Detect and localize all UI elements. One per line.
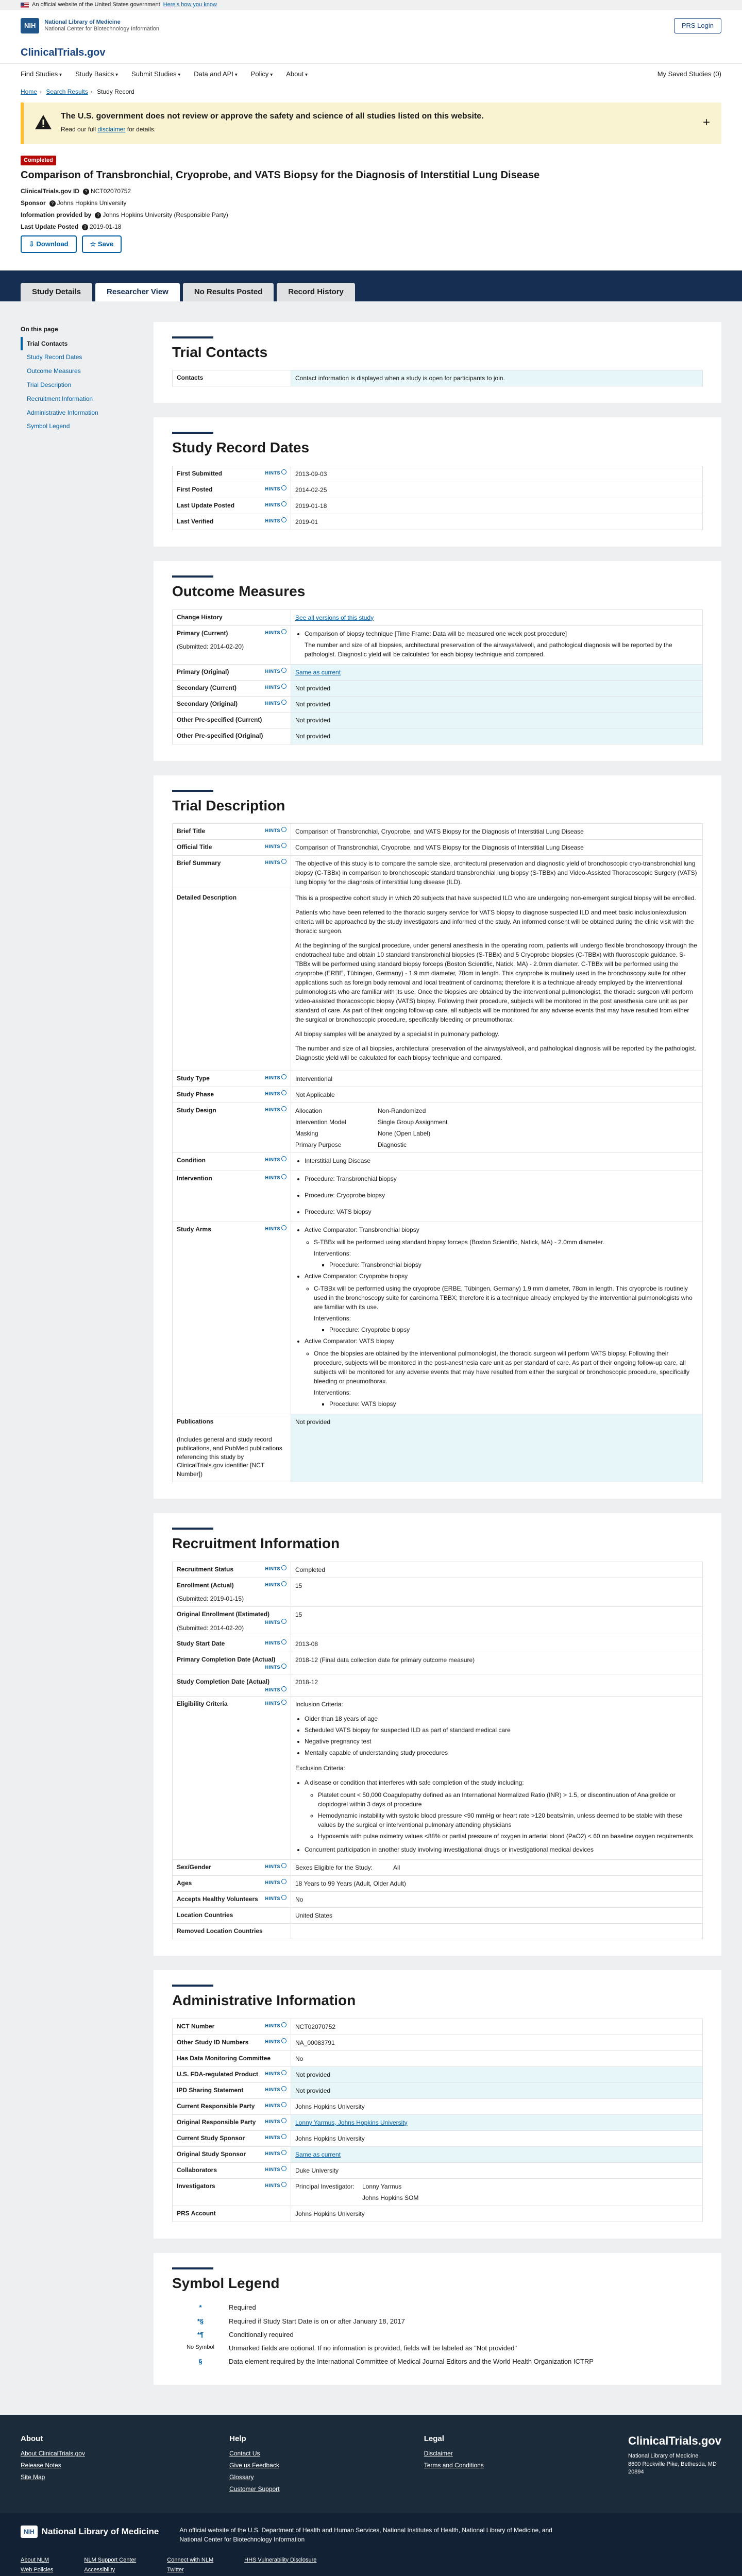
hints-link[interactable]: HINTS [265, 469, 287, 477]
row-label: IPD Sharing Statement [177, 2086, 244, 2094]
nct-row: ClinicalTrials.gov ID ? NCT02070752 [21, 188, 131, 195]
study-type-value: Interventional [291, 1071, 703, 1087]
condition-item: • Interstitial Lung Disease [305, 1156, 698, 1165]
sidebar-item-symbol-legend[interactable]: Symbol Legend [27, 422, 70, 430]
section-title: Administrative Information [172, 1992, 356, 2009]
sidebar-item-trial-contacts[interactable]: Trial Contacts [21, 337, 139, 351]
row-label: Location Countries [173, 1908, 291, 1924]
study-tabs [0, 270, 742, 301]
change-history-link[interactable]: See all versions of this study [295, 614, 374, 621]
legend-row: * Required [199, 2303, 256, 2312]
hints-link[interactable]: HINTS [265, 859, 287, 866]
row-value: 2013-09-03 [291, 466, 703, 482]
row-value: Johns Hopkins University [291, 2130, 703, 2146]
eligibility-criteria: Inclusion Criteria: • Older than 18 years of age • Scheduled VATS biopsy for suspected ILD as part of standard medical care • Negative pregnancy test • Mentally capable of understanding study procedures Exclusion Criteria: • A disease or condition that interferes with safe completion of the study including: ◦ Platelet count < 50,000 Coagulopathy defined as an International Normalized Ratio (INR) > 1.5, or discontinuation of Anaigrelide or clopidogrel within 3 days of procedure ◦ Hemodynamic instability with systolic blood pressure <90 mmHg or heart rate >120 beats/min, unless deemed to be stable with these values by the surgical or interventional pulmonary attending physicians ◦ Hypoxemia with pulse oximetry values <88% or partial pressure of oxygen in arterial blood (PaO2) < 60 on baseline oxygen requirements • Concurrent participation in another study involving investigational drugs or investigational medical devices [291, 1697, 703, 1860]
list-item: • Mentally capable of understanding study procedures [305, 1748, 698, 1757]
hints-link[interactable]: HINTS [265, 629, 287, 636]
nav-find-studies[interactable]: Find Studies ▾ [21, 70, 62, 79]
list-item: The number and size of all biopsies, architectural preservation of the airways/alveoli, and pathological diagnosis will be reported by the pathologist. Diagnostic yield will be calculated for each biopsy technique and compared. [305, 641, 672, 658]
section-title: Recruitment Information [172, 1535, 340, 1551]
outcome-measures-section [154, 561, 721, 761]
row-label: Current Responsible Party [177, 2102, 255, 2110]
row-label: PRS Account [173, 2206, 291, 2222]
footer-link[interactable]: Contact Us [229, 2450, 260, 2458]
nlm-logo[interactable] [21, 18, 159, 33]
row-label: Other Pre-specified (Current) [173, 712, 291, 728]
legend-row: *¶ Conditionally required [197, 2330, 294, 2338]
nct-id: NCT02070752 [91, 188, 131, 195]
row-label: Secondary (Current) [177, 684, 237, 691]
hints-link[interactable]: HINTS [265, 827, 287, 834]
hints-link[interactable]: HINTS [265, 1619, 287, 1626]
hints-link[interactable]: HINTS [265, 1225, 287, 1232]
hints-link[interactable]: HINTS [265, 1074, 287, 1081]
clinicaltrials-logo[interactable]: ClinicalTrials.gov [21, 46, 106, 58]
row-value: No [291, 2050, 703, 2066]
gov-banner-link[interactable]: Here's how you know [163, 2, 217, 8]
sidebar-heading: On this page [21, 325, 58, 333]
row-value: Duke University [291, 2162, 703, 2178]
nav-submit-studies[interactable]: Submit Studies ▾ [131, 70, 180, 79]
pubs-value: Not provided [291, 1414, 703, 1482]
hints-link[interactable]: HINTS [265, 1174, 287, 1181]
hints-link[interactable]: HINTS [265, 1565, 287, 1572]
row-value: NA_00083791 [291, 2035, 703, 2050]
hints-link[interactable]: HINTS [265, 843, 287, 850]
list-item: • Scheduled VATS biopsy for suspected ILD as part of standard medical care [305, 1725, 698, 1735]
help-icon[interactable]: ? [82, 224, 88, 230]
paragraph: All biopsy samples will be analyzed by a specialist in pulmonary pathology. [295, 1030, 499, 1038]
nav-about[interactable]: About ▾ [286, 70, 308, 79]
footer-link[interactable]: NLM Support Center [84, 2556, 137, 2563]
us-flag-icon [21, 3, 29, 8]
hints-link[interactable]: HINTS [265, 517, 287, 524]
row-label: Last Update Posted [177, 501, 235, 509]
row-label: Change History [173, 609, 291, 625]
footer-link[interactable]: HHS Vulnerability Disclosure [244, 2556, 317, 2563]
row-value: Not provided [291, 728, 703, 744]
hints-link[interactable]: HINTS [265, 1879, 287, 1886]
hints-link[interactable]: HINTS [265, 2022, 287, 2029]
row-value [291, 1924, 703, 1939]
row-value: NCT02070752 [291, 2019, 703, 2035]
sponsor-value: Johns Hopkins University [57, 199, 127, 207]
footer-link[interactable]: About NLM [21, 2556, 49, 2563]
footer-link[interactable]: About ClinicalTrials.gov [21, 2450, 85, 2458]
tab-study-details[interactable]: Study Details [21, 283, 92, 301]
row-value: Not provided [291, 2082, 703, 2098]
saved-studies-link[interactable]: My Saved Studies (0) [657, 70, 721, 78]
tab-researcher-view[interactable]: Researcher View [95, 283, 180, 301]
row-label: First Submitted [177, 469, 223, 477]
last-update-row: Last Update Posted ? 2019-01-18 [21, 223, 122, 230]
hints-link[interactable]: HINTS [265, 1895, 287, 1902]
row-label: Recruitment Status [177, 1565, 234, 1573]
help-icon[interactable]: ? [95, 212, 101, 218]
original-responsible-link[interactable]: Lonny Yarmus, Johns Hopkins University [295, 2119, 408, 2126]
row-label: Study Design [177, 1107, 216, 1114]
gov-banner [0, 0, 742, 10]
row-label: Detailed Description [173, 890, 291, 1071]
row-value: 2019-01-18 [291, 498, 703, 514]
sidebar-item-administrative[interactable]: Administrative Information [27, 409, 98, 416]
footer-link[interactable]: Twitter [167, 2566, 184, 2573]
row-value: 18 Years to 99 Years (Adult, Older Adult) [291, 1876, 703, 1892]
tab-no-results[interactable]: No Results Posted [183, 283, 274, 301]
alert-title: The U.S. government does not review or approve the safety and science of all studies listed on this website. [61, 111, 484, 121]
hints-link[interactable]: HINTS [265, 2102, 287, 2109]
contacts-value: Contact information is displayed when a study is open for participants to join. [291, 370, 703, 386]
list-item: • Older than 18 years of age [305, 1714, 698, 1723]
paragraph: Patients who have been referred to the thoracic surgery service for VATS biopsy to diagnose suspected ILD and meet basic inclusion/exclusion criteria will be approached by the study investigators and informed of the study. An informed consent will be obtained during the clinic visit with the thoracic surgeon. [295, 909, 694, 935]
footer-about: About About ClinicalTrials.gov Release Notes Site Map [21, 2434, 85, 2481]
row-value: 2018-12 (Final data collection date for primary outcome measure) [291, 1652, 703, 1674]
row-label: Other Study ID Numbers [177, 2038, 249, 2046]
sidebar-item-description[interactable]: Trial Description [27, 381, 72, 388]
hints-link[interactable]: HINTS [265, 1863, 287, 1870]
save-button[interactable]: ☆ Save [82, 235, 122, 253]
list-item: • Concurrent participation in another study involving investigational drugs or investigational medical devices [305, 1845, 698, 1854]
row-label: Publications [177, 1418, 214, 1426]
official-title-value: Comparison of Transbronchial, Cryoprobe, and VATS Biopsy for the Diagnosis of Interstitial Lung Disease [291, 840, 703, 856]
status-badge: Completed [21, 156, 56, 165]
download-button[interactable]: ⇩ Download [21, 235, 77, 253]
row-label: Last Verified [177, 517, 214, 525]
footer-help: Help Contact Us Give us Feedback Glossary Customer Support [229, 2434, 280, 2493]
row-label: Eligibility Criteria [177, 1700, 228, 1708]
intervention-item: • Procedure: Cryoprobe biopsy [305, 1191, 698, 1200]
site-footer [0, 2415, 742, 2576]
help-icon[interactable]: ? [49, 200, 56, 207]
disclaimer-link[interactable]: disclaimer [97, 126, 126, 133]
footer-logo[interactable]: ClinicalTrials.gov [628, 2434, 721, 2448]
footer-link[interactable]: Release Notes [21, 2462, 61, 2469]
row-label: Study Type [177, 1075, 210, 1082]
administrative-section: Administrative Information NCT Number HINTS NCT02070752 Other Study ID Numbers HINTS NA_00083791 Has Data Monitoring Committee No U.S. FDA-regulated Product HINTS Not provided IPD Sharing Statement HINTS Not provided Current Responsible Party HINTS Johns Hopkins University Original Responsible Party HINTS Lonny Yarmus, Johns Hopkins University Current Study Sponsor HINTS Johns Hopkins University Original Study Sponsor HINTS Same as current Collaborators HINTS Duke University Investigators HINTS Principal Investigator: Lonny Yarmus Johns Hopkins SOM PRS Account Johns Hopkins University [154, 1970, 721, 2239]
row-label: Study Arms [177, 1226, 211, 1233]
tab-record-history[interactable]: Record History [277, 283, 355, 301]
section-title: Outcome Measures [172, 583, 306, 599]
study-arm: • Active Comparator: VATS biopsy ◦ Once the biopsies are obtained by the interventional pulmonologist, the thoracic surgeon will perform VATS biopsy. Following their procedure, subjects will be monitored in the post-anesthesia care unit as per standard of care. As part of their ongoing follow-up care, all subjects will be monitored for any adverse events that may have resulted from either the surgical or bronchoscopic procedure, specifically bleeding or pneumothorax. Interventions: ▪ Procedure: VATS biopsy [305, 1336, 698, 1409]
hints-link[interactable]: HINTS [265, 668, 287, 675]
row-label: Other Pre-specified (Original) [173, 728, 291, 744]
row-label: Primary Completion Date (Actual) [177, 1655, 276, 1663]
hints-link[interactable]: HINTS [265, 2086, 287, 2093]
same-as-current-link[interactable]: Same as current [295, 668, 341, 676]
hints-link[interactable]: HINTS [265, 1639, 287, 1647]
row-value: 2019-01 [291, 514, 703, 530]
legend-row: *§ Required if Study Start Date is on or after January 18, 2017 [197, 2317, 405, 2325]
footer-link[interactable]: Accessibility [84, 2566, 115, 2573]
row-value: Not provided [291, 2066, 703, 2082]
sidebar-item-record-dates[interactable]: Study Record Dates [27, 353, 82, 361]
trial-description-section [154, 775, 721, 1499]
row-label: Intervention [177, 1175, 212, 1182]
breadcrumb-home[interactable]: Home [21, 88, 38, 95]
row-label: Has Data Monitoring Committee [177, 2054, 271, 2062]
row-value: No [291, 1892, 703, 1908]
site-logo-bar [0, 41, 742, 64]
paragraph: This is a prospective cohort study in which 20 subjects that have suspected ILD who are undergoing non-emergent surgical biopsy will be enrolled. [295, 894, 696, 902]
nlm-line1: National Library of Medicine [44, 19, 121, 25]
row-label: NCT Number [177, 2022, 215, 2030]
symbol-legend-section [154, 2253, 721, 2385]
row-label: Brief Title [177, 827, 206, 835]
row-label: Original Enrollment (Estimated) [177, 1611, 270, 1618]
hints-link[interactable]: HINTS [265, 684, 287, 691]
footer-link[interactable]: Disclaimer [424, 2450, 453, 2458]
contacts-label: Contacts [173, 370, 291, 386]
hints-link[interactable]: HINTS [265, 1090, 287, 1097]
list-item: • Comparison of biopsy technique [Time Frame: Data will be measured one week post procedure] [305, 629, 698, 638]
row-label: First Posted [177, 485, 213, 493]
footer-brand: ClinicalTrials.gov National Library of Medicine 8600 Rockville Pike, Bethesda, MD 20894 [628, 2434, 721, 2475]
row-label: Original Study Sponsor [177, 2150, 246, 2158]
footer-legal: Legal Disclaimer Terms and Conditions [424, 2434, 484, 2469]
list-item: ◦ Hypoxemia with pulse oximetry values <88% or partial pressure of oxygen in arterial blood (PaO2) < 60 on baseline oxygen requirements [318, 1832, 698, 1841]
row-value: United States [291, 1908, 703, 1924]
row-label: Investigators [177, 2182, 215, 2190]
row-value: Not provided [291, 680, 703, 696]
row-value: Completed [291, 1562, 703, 1578]
row-value: Not provided [291, 712, 703, 728]
row-label: Study Phase [177, 1091, 214, 1098]
row-label: Official Title [177, 843, 212, 851]
row-label: Accepts Healthy Volunteers [177, 1895, 258, 1903]
nih-logo-icon: NIH [21, 18, 39, 33]
prs-login-button[interactable]: PRS Login [674, 18, 721, 33]
study-title: Comparison of Transbronchial, Cryoprobe, and VATS Biopsy for the Diagnosis of Interstitial Lung Disease [21, 170, 540, 181]
record-dates-section [154, 417, 721, 547]
section-title: Trial Contacts [172, 344, 268, 360]
hints-link[interactable]: HINTS [265, 1664, 287, 1671]
hints-link[interactable]: HINTS [265, 2118, 287, 2125]
same-as-current-link[interactable]: Same as current [295, 2150, 341, 2158]
site-header [0, 10, 742, 41]
row-label: Secondary (Original) [177, 700, 238, 707]
row-label: Enrollment (Actual) [177, 1581, 234, 1589]
row-label: Condition [177, 1157, 206, 1164]
breadcrumb: Home › Search Results › Study Record [21, 88, 134, 95]
row-value: Not provided [291, 696, 703, 712]
nlm-line2: National Center for Biotechnology Information [44, 26, 159, 32]
brief-summary-value: The objective of this study is to compare the sample size, architectural preservation and diagnostic yield of bronchoscopic cryo-transbronchial lung biopsy (C-TBBx) in comparison to bronchoscopic standard transbronchial lung biopsy (S-TBBx) and Video-Assisted Thoracoscopic Surgery (VATS) lung biopsy for the diagnosis of interstitial lung disease (ILD). [291, 856, 703, 890]
list-item: ◦ Hemodynamic instability with systolic blood pressure <90 mmHg or heart rate >120 beats/min, unless deemed to be stable with these values by the surgical or interventional pulmonary attending physicians [318, 1811, 698, 1829]
hints-link[interactable]: HINTS [265, 485, 287, 493]
breadcrumb-current: Study Record [97, 88, 134, 95]
trial-contacts-section [154, 322, 721, 403]
row-label: Study Start Date [177, 1639, 225, 1647]
row-label: Sex/Gender [177, 1863, 211, 1871]
hints-link[interactable]: HINTS [265, 1686, 287, 1693]
footer-link[interactable]: Customer Support [229, 2485, 280, 2493]
info-value: Johns Hopkins University (Responsible Party) [103, 211, 228, 218]
disclaimer-alert [21, 103, 721, 144]
row-value: 15 [291, 1578, 703, 1607]
row-value: 2014-02-25 [291, 482, 703, 498]
intervention-item: • Procedure: VATS biopsy [305, 1207, 698, 1216]
last-update-value: 2019-01-18 [90, 223, 122, 230]
breadcrumb-search-results[interactable]: Search Results [46, 88, 88, 95]
hints-link[interactable]: HINTS [265, 2150, 287, 2157]
hints-link[interactable]: HINTS [265, 2038, 287, 2045]
study-arm: • Active Comparator: Cryoprobe biopsy ◦ C-TBBx will be performed using the cryoprobe (ERBE, Tübingen, Germany) 1.9 mm diameter, 78cm in length. This cryoprobe is routinely used in the bronchoscopy suite for carcinoma TBBX; therefore it is a technique already employed by the interventional pulmonologists who are familiar with its use. Interventions: ▪ Procedure: Cryoprobe biopsy [305, 1272, 698, 1334]
legend-row: § Data element required by the International Committee of Medical Journal Editors and the World Health Organization ICTRP [198, 2358, 594, 2366]
gov-banner-text: An official website of the United States government [32, 2, 160, 8]
hints-link[interactable]: HINTS [265, 2134, 287, 2141]
footer-link[interactable]: Terms and Conditions [424, 2462, 484, 2469]
pubs-note: (Includes general and study record publications, and PubMed publications referencing this study by ClinicalTrials.gov identifier [NCT Number]) [177, 1435, 282, 1478]
brief-title-value: Comparison of Transbronchial, Cryoprobe, and VATS Biopsy for the Diagnosis of Interstitial Lung Disease [291, 824, 703, 840]
legend-row: No Symbol Unmarked fields are optional. If no information is provided, fields will be labeled as "Not provided" [187, 2344, 517, 2352]
hints-link[interactable]: HINTS [265, 1581, 287, 1588]
section-title: Trial Description [172, 797, 285, 814]
info-row: Information provided by ? Johns Hopkins University (Responsible Party) [21, 211, 228, 218]
paragraph: At the beginning of the surgical procedure, under general anesthesia in the operating room, patients will undergo flexible bronchoscopy through the endotracheal tube and obtain 10 standard transbronchial biopsies (S-TBBx) and 5 Cryoprobe biopsies (C-TBBx) with fluoroscopic guidance. S-TBBx will be performed using standard biopsy forceps (Boston Scientific, Natick, MA) - 2.0mm diameter. C-TBBx will be performed using the cryoprobe (ERBE, Tübingen, Germany) - 1.9 mm diameter, 78cm in length. This cryoprobe is routinely used in the bronchoscopy suite for other applications such as foreign body removal and local treatment of carcinoma; therefore it is a technique already employed by the interventional pulmonologists who are familiar with its use. Once the biopsies are obtained by the interventional pulmonologist, the thoracic surgeon will perform video-assisted thoracoscopic biopsy (VATS) biopsy. Following their procedure, subjects will be monitored in the post anesthesia care unit as per standard of care. As part of their ongoing follow-up care, all subjects will be monitored for any adverse events that may have resulted from either the surgical or bronchoscopic procedure, specifically bleeding or pneumothorax. [295, 942, 697, 1024]
expand-plus-icon[interactable]: + [702, 115, 710, 129]
hints-link[interactable]: HINTS [265, 2182, 287, 2189]
recruitment-section: Recruitment Information Recruitment Status HINTS Completed Enrollment (Actual) HINTS (Submitted: 2019-01-15) 15 Original Enrollment (Estimated) HINTS (Submitted: 2014-02-20) 15 Study Start Date HINTS 2013-08 Primary Completion Date (Actual) HINTS 2018-12 (Final data collection date for primary outcome measure) Study Completion Date (Actual) HINTS 2018-12 Eligibility Criteria HINTS Inclusion Criteria: • Older than 18 years of age • Scheduled VATS biopsy for suspected ILD as part of standard medical care • Negative pregnancy test • Mentally capable of understanding study procedures Exclusion Criteria: • A disease or condition that interferes with safe completion of the study including: ◦ Platelet count < 50,000 Coagulopathy defined as an International Normalized Ratio (INR) > 1.5, or discontinuation of Anaigrelide or clopidogrel within 3 days of procedure ◦ Hemodynamic instability with systolic blood pressure <90 mmHg or heart rate >120 beats/min, unless deemed to be stable with these values by the surgical or interventional pulmonary attending physicians ◦ Hypoxemia with pulse oximetry values <88% or partial pressure of oxygen in arterial blood (PaO2) < 60 on baseline oxygen requirements • Concurrent participation in another study involving investigational drugs or investigational medical devices Sex/Gender HINTS Sexes Eligible for the Study: All Ages HINTS 18 Years to 99 Years (Adult, Older Adult) Accepts Healthy Volunteers HINTS No Location Countries United States Removed Location Countries [154, 1513, 721, 1956]
row-label: Ages [177, 1879, 192, 1887]
study-arm: • Active Comparator: Transbronchial biopsy ◦ S-TBBx will be performed using standard biopsy forceps (Boston Scientific, Natick, MA) - 2.0mm diameter. Interventions: ▪ Procedure: Transbronchial biopsy [305, 1225, 698, 1269]
list-item: ◦ Platelet count < 50,000 Coagulopathy defined as an International Normalized Ratio (INR) > 1.5, or discontinuation of Anaigrelide or clopidogrel within 3 days of procedure [318, 1790, 698, 1809]
main-nav [0, 64, 742, 84]
footer-link[interactable]: Site Map [21, 2473, 45, 2481]
nav-policy[interactable]: Policy ▾ [251, 70, 273, 79]
row-label: Collaborators [177, 2166, 217, 2174]
row-value: 2013-08 [291, 1636, 703, 1652]
list-item: • Negative pregnancy test [305, 1737, 698, 1746]
row-value: Johns Hopkins University [291, 2098, 703, 2114]
sidebar-item-outcomes[interactable]: Outcome Measures [27, 367, 81, 375]
footer-link[interactable]: Give us Feedback [229, 2462, 279, 2469]
row-label: U.S. FDA-regulated Product [177, 2070, 259, 2078]
row-value: Johns Hopkins University [291, 2206, 703, 2222]
row-label: Removed Location Countries [173, 1924, 291, 1939]
study-header [0, 144, 742, 259]
row-label: Primary (Original) [177, 668, 229, 675]
intervention-item: • Procedure: Transbronchial biopsy [305, 1174, 698, 1183]
study-design-grid: Allocation Non-Randomized Intervention Model Single Group Assignment Masking None (Open Label) Primary Purpose Diagnostic [295, 1107, 448, 1149]
row-label: Study Completion Date (Actual) [177, 1678, 270, 1686]
hints-link[interactable]: HINTS [265, 501, 287, 509]
row-label: Primary (Current) [177, 629, 228, 637]
nav-data-api[interactable]: Data and API ▾ [194, 70, 237, 79]
detailed-description [291, 890, 703, 1071]
submitted-date: (Submitted: 2014-02-20) [177, 643, 244, 651]
help-icon[interactable]: ? [83, 189, 89, 195]
footer-link[interactable]: Connect with NLM [167, 2556, 214, 2563]
row-value: 2018-12 [291, 1674, 703, 1697]
footer-link[interactable]: Glossary [229, 2473, 254, 2481]
row-label: Current Study Sponsor [177, 2134, 245, 2142]
phase-value: Not Applicable [291, 1087, 703, 1103]
hints-link[interactable]: HINTS [265, 1106, 287, 1113]
on-this-page-sidebar [21, 322, 139, 2400]
section-title: Study Record Dates [172, 439, 310, 456]
nav-study-basics[interactable]: Study Basics ▾ [75, 70, 118, 79]
hints-link[interactable]: HINTS [265, 2070, 287, 2077]
alert-text: Read our full disclaimer for details. [61, 126, 156, 133]
row-label: Original Responsible Party [177, 2118, 256, 2126]
sidebar-item-recruitment[interactable]: Recruitment Information [27, 395, 93, 402]
hints-link[interactable]: HINTS [265, 700, 287, 707]
footer-nlm-logo[interactable]: NIH National Library of Medicine [21, 2526, 159, 2538]
footer-gov-text: An official website of the U.S. Department of Health and Human Services, National Institutes of Health, National Library of Medicine, and National Center for Biotechnology Information [179, 2526, 552, 2543]
hints-link[interactable]: HINTS [265, 2166, 287, 2173]
row-label: Brief Summary [177, 859, 221, 867]
hints-link[interactable]: HINTS [265, 1156, 287, 1163]
paragraph: The number and size of all biopsies, architectural preservation of the airways/alveoli, and pathological diagnosis will be reported by the pathologist. Diagnostic yield will be calculated for each biopsy technique and compared. [295, 1045, 697, 1062]
main-content [0, 301, 742, 2415]
warning-icon [34, 114, 53, 130]
footer-link[interactable]: Web Policies [21, 2566, 54, 2573]
row-value: 15 [291, 1607, 703, 1636]
section-title: Symbol Legend [172, 2275, 280, 2291]
hints-link[interactable]: HINTS [265, 1700, 287, 1707]
sponsor-row: Sponsor ? Johns Hopkins University [21, 199, 127, 207]
